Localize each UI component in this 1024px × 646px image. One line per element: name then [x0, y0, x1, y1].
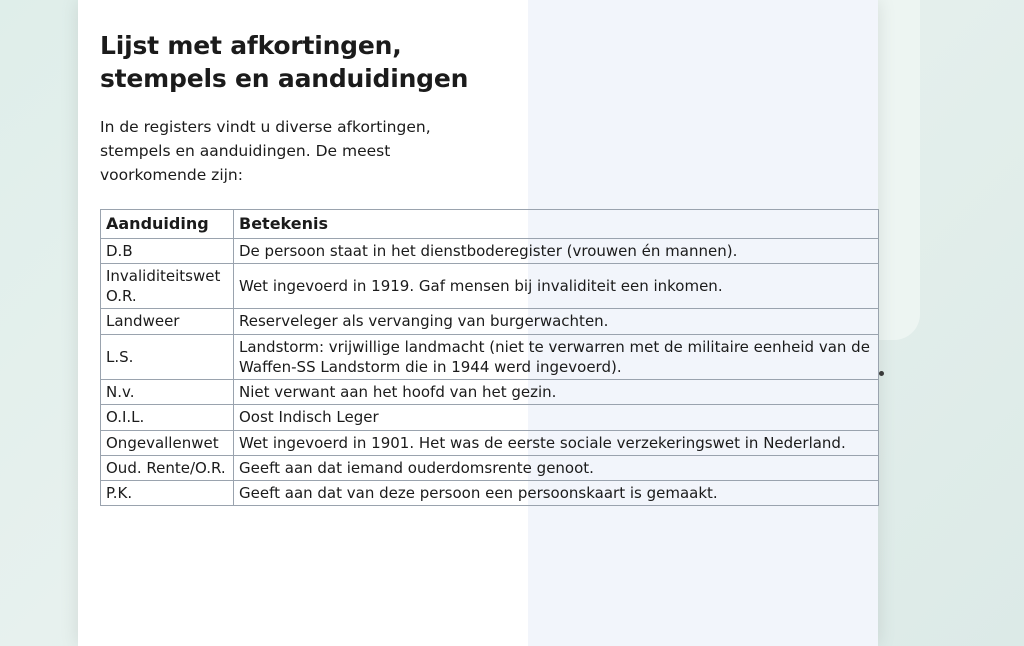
- cell-meaning: Geeft aan dat iemand ouderdomsrente genoot.: [234, 455, 879, 480]
- cell-term: O.I.L.: [101, 405, 234, 430]
- table-row: [101, 430, 879, 455]
- cell-term: P.K.: [101, 481, 234, 506]
- cell-term: N.v.: [101, 380, 234, 405]
- cell-term: Ongevallenwet: [101, 430, 234, 455]
- table-row: [101, 263, 879, 309]
- cell-term: Landweer: [101, 309, 234, 334]
- cell-term: D.B: [101, 238, 234, 263]
- cell-meaning: Wet ingevoerd in 1919. Gaf mensen bij invaliditeit een inkomen.: [234, 263, 879, 309]
- table-row: [101, 380, 879, 405]
- table-row: [101, 238, 879, 263]
- page-title-line-2: stempels en aanduidingen: [100, 63, 469, 93]
- page-title-line-1: Lijst met afkortingen,: [100, 31, 402, 60]
- document-content: [100, 30, 880, 506]
- cell-meaning: Oost Indisch Leger: [234, 405, 879, 430]
- cell-meaning: Landstorm: vrijwillige landmacht (niet te verwarren met de militaire eenheid van de Waffen-SS Landstorm die in 1944 werd ingevoerd).: [234, 334, 879, 380]
- column-header-betekenis: Betekenis: [234, 210, 879, 239]
- table-row: [101, 334, 879, 380]
- column-header-aanduiding: Aanduiding: [101, 210, 234, 239]
- table-row: [101, 405, 879, 430]
- cell-term: Oud. Rente/O.R.: [101, 455, 234, 480]
- cell-meaning: De persoon staat in het dienstboderegister (vrouwen én mannen).: [234, 238, 879, 263]
- cell-term: L.S.: [101, 334, 234, 380]
- table-row: [101, 309, 879, 334]
- abbreviations-table: [100, 209, 879, 506]
- cell-meaning: Geeft aan dat van deze persoon een persoonskaart is gemaakt.: [234, 481, 879, 506]
- edge-marker-dot: [879, 371, 884, 376]
- table-header-row: [101, 210, 879, 239]
- intro-paragraph: In de registers vindt u diverse afkortingen, stempels en aanduidingen. De meest voorkomende zijn:: [100, 118, 431, 185]
- table-row: [101, 481, 879, 506]
- cell-meaning: Wet ingevoerd in 1901. Het was de eerste sociale verzekeringswet in Nederland.: [234, 430, 879, 455]
- document-page: [78, 0, 878, 646]
- cell-meaning: Niet verwant aan het hoofd van het gezin.: [234, 380, 879, 405]
- cell-term: Invaliditeitswet O.R.: [101, 263, 234, 309]
- cell-meaning: Reserveleger als vervanging van burgerwachten.: [234, 309, 879, 334]
- table-row: [101, 455, 879, 480]
- page-title: [100, 30, 880, 95]
